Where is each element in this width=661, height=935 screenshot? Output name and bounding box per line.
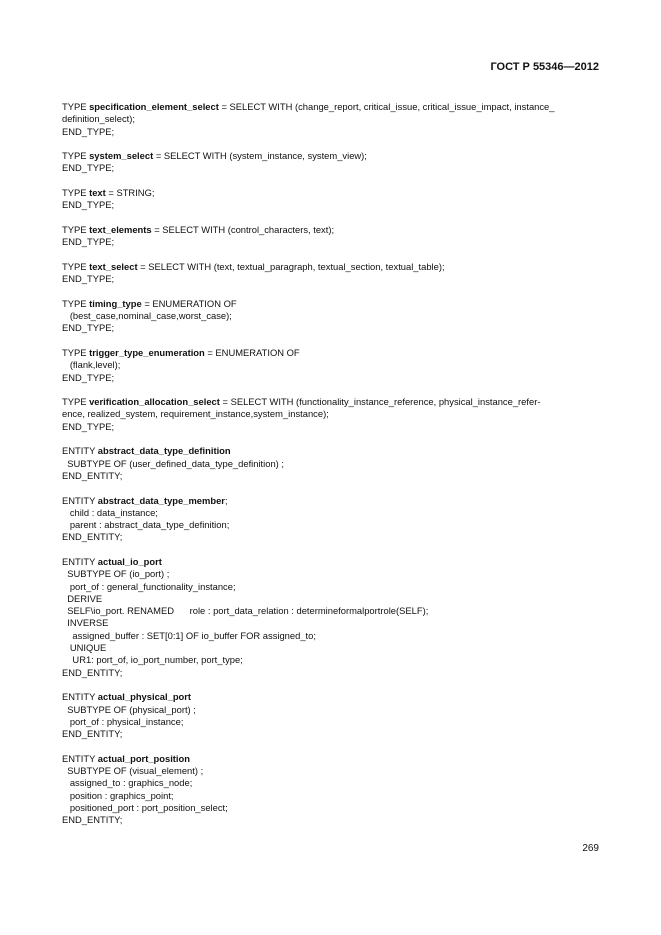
code-line xyxy=(62,236,602,248)
line-text: port_of : physical_instance; xyxy=(62,715,184,727)
declaration-name: text_select xyxy=(89,260,138,272)
line-text: END_ENTITY; xyxy=(62,531,123,543)
line-text: position : graphics_point; xyxy=(62,789,174,801)
line-text: END_ENTITY; xyxy=(62,728,123,740)
line-text: ENTITY xyxy=(62,752,98,764)
line-text: END_ENTITY; xyxy=(62,666,123,678)
line-text: TYPE xyxy=(62,223,90,235)
code-line xyxy=(62,458,602,470)
code-line xyxy=(62,704,602,716)
code-line xyxy=(62,642,602,654)
line-text: SUBTYPE OF (io_port) ; xyxy=(62,568,170,580)
code-block xyxy=(62,150,602,175)
declaration-name: timing_type xyxy=(89,297,142,309)
line-text: ENTITY xyxy=(62,555,98,567)
code-line xyxy=(62,421,602,433)
code-line xyxy=(62,224,602,236)
declaration-name: text_elements xyxy=(89,223,152,235)
line-text-tail: = SELECT WITH (text, textual_paragraph, textual_section, textual_table); xyxy=(137,260,445,272)
line-text: SUBTYPE OF (user_defined_data_type_definition) ; xyxy=(62,457,284,469)
line-text-tail: ; xyxy=(224,494,228,506)
code-line xyxy=(62,187,602,199)
line-text: assigned_to : graphics_node; xyxy=(62,777,193,789)
line-text: END_ENTITY; xyxy=(62,469,123,481)
code-line xyxy=(62,396,602,408)
code-line xyxy=(62,531,602,543)
code-line xyxy=(62,261,602,273)
code-line xyxy=(62,445,602,457)
code-block xyxy=(62,347,602,384)
code-line xyxy=(62,372,602,384)
line-text: UR1: port_of, io_port_number, port_type; xyxy=(62,654,243,666)
code-line xyxy=(62,495,602,507)
code-line xyxy=(62,802,602,814)
code-line xyxy=(62,359,602,371)
line-text-tail: = SELECT WITH (functionality_instance_reference, physical_instance_refer- xyxy=(219,396,541,408)
declaration-name: trigger_type_enumeration xyxy=(89,346,205,358)
code-line xyxy=(62,581,602,593)
code-line xyxy=(62,470,602,482)
code-line xyxy=(62,113,602,125)
code-line xyxy=(62,298,602,310)
code-line xyxy=(62,593,602,605)
code-block xyxy=(62,445,602,482)
declaration-name: verification_allocation_select xyxy=(89,396,220,408)
line-text: SUBTYPE OF (visual_element) ; xyxy=(62,765,204,777)
code-line xyxy=(62,716,602,728)
code-line xyxy=(62,691,602,703)
code-line xyxy=(62,814,602,826)
code-block xyxy=(62,753,602,827)
line-text: INVERSE xyxy=(62,617,109,629)
code-line xyxy=(62,322,602,334)
declaration-name: actual_physical_port xyxy=(97,691,192,703)
code-block xyxy=(62,556,602,679)
code-line xyxy=(62,556,602,568)
code-line xyxy=(62,162,602,174)
line-text: END_TYPE; xyxy=(62,125,115,137)
code-block xyxy=(62,691,602,740)
line-text: ENTITY xyxy=(62,691,98,703)
line-text: END_TYPE; xyxy=(62,273,115,285)
declaration-name: actual_port_position xyxy=(97,752,190,764)
line-text: TYPE xyxy=(62,150,90,162)
line-text: END_TYPE; xyxy=(62,420,115,432)
line-text: END_TYPE; xyxy=(62,162,115,174)
line-text: TYPE xyxy=(62,187,90,199)
line-text: DERIVE xyxy=(62,592,103,604)
line-text: positioned_port : port_position_select; xyxy=(62,801,228,813)
line-text-tail: = ENUMERATION OF xyxy=(141,297,237,309)
line-text: TYPE xyxy=(62,297,90,309)
line-text: TYPE xyxy=(62,346,90,358)
declaration-name: text xyxy=(89,187,106,199)
declaration-name: system_select xyxy=(89,150,154,162)
code-line xyxy=(62,273,602,285)
line-text: child : data_instance; xyxy=(62,506,158,518)
line-text: port_of : general_functionality_instance; xyxy=(62,580,236,592)
declaration-name: actual_io_port xyxy=(97,555,162,567)
line-text: END_TYPE; xyxy=(62,371,115,383)
code-line xyxy=(62,753,602,765)
line-text: assigned_buffer : SET[0:1] OF io_buffer FOR assigned_to; xyxy=(62,629,316,641)
code-line xyxy=(62,790,602,802)
line-text-tail: = SELECT WITH (change_report, critical_issue, critical_issue_impact, instance_ xyxy=(218,101,555,112)
declaration-name: abstract_data_type_member xyxy=(97,494,225,506)
code-line xyxy=(62,126,602,138)
line-text: SUBTYPE OF (physical_port) ; xyxy=(62,703,196,715)
line-text: parent : abstract_data_type_definition; xyxy=(62,519,230,531)
line-text: END_ENTITY; xyxy=(62,814,123,826)
line-text-tail: = SELECT WITH (system_instance, system_view); xyxy=(153,150,367,162)
code-line xyxy=(62,728,602,740)
page-number: 269 xyxy=(582,843,599,854)
code-block xyxy=(62,495,602,544)
line-text: END_TYPE; xyxy=(62,236,115,248)
code-block xyxy=(62,298,602,335)
code-line xyxy=(62,667,602,679)
code-block xyxy=(62,396,602,433)
document-body xyxy=(62,101,602,839)
line-text-tail: = STRING; xyxy=(105,187,155,199)
code-block xyxy=(62,261,602,286)
document-header: ГОСТ Р 55346—2012 xyxy=(490,61,599,73)
code-line xyxy=(62,617,602,629)
line-text: END_TYPE; xyxy=(62,199,115,211)
code-line xyxy=(62,765,602,777)
line-text: definition_select); xyxy=(62,113,135,125)
line-text: UNIQUE xyxy=(62,642,107,654)
code-block xyxy=(62,101,602,138)
line-text: TYPE xyxy=(62,396,90,408)
line-text: TYPE xyxy=(62,101,90,112)
code-block xyxy=(62,224,602,249)
code-line xyxy=(62,777,602,789)
code-line xyxy=(62,347,602,359)
line-text: END_TYPE; xyxy=(62,322,115,334)
code-line xyxy=(62,630,602,642)
code-line xyxy=(62,199,602,211)
code-line xyxy=(62,605,602,617)
line-text: (flank,level); xyxy=(62,359,121,371)
line-text: SELF\io_port. RENAMED role : port_data_relation : determineformalportrole(SELF); xyxy=(62,605,429,617)
line-text: (best_case,nominal_case,worst_case); xyxy=(62,310,232,322)
line-text: ENTITY xyxy=(62,445,98,457)
line-text: TYPE xyxy=(62,260,90,272)
code-line xyxy=(62,408,602,420)
code-line xyxy=(62,310,602,322)
code-line xyxy=(62,507,602,519)
declaration-name: abstract_data_type_definition xyxy=(97,445,231,457)
code-line xyxy=(62,654,602,666)
code-block xyxy=(62,187,602,212)
line-text-tail: = SELECT WITH (control_characters, text); xyxy=(151,223,335,235)
line-text-tail: = ENUMERATION OF xyxy=(204,346,300,358)
line-text: ence, realized_system, requirement_instance,system_instance); xyxy=(62,408,329,420)
code-line xyxy=(62,519,602,531)
line-text: ENTITY xyxy=(62,494,98,506)
code-line xyxy=(62,150,602,162)
declaration-name: specification_element_select xyxy=(89,101,219,112)
code-line xyxy=(62,568,602,580)
code-line xyxy=(62,101,602,113)
